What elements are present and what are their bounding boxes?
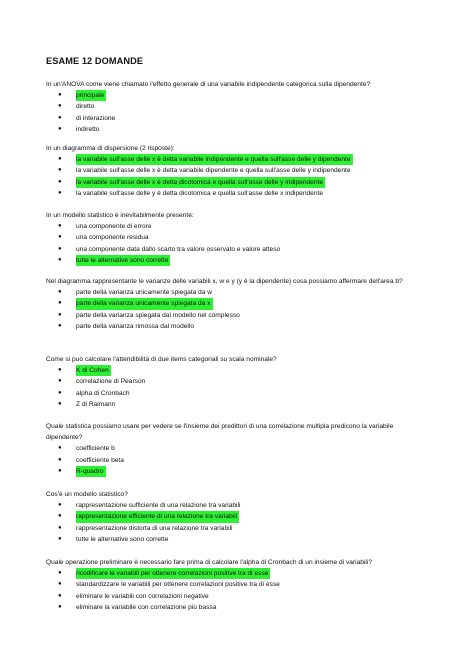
option-text: parte della varianza unicamente spiegata da x <box>76 298 213 309</box>
bullet-icon: ● <box>58 189 62 196</box>
bullet-icon: ● <box>58 103 62 110</box>
options-list <box>46 443 426 477</box>
option-text: la variabile sull'asse delle x è detta dicotomica e quella sull'asse delle y indipendente <box>76 177 325 188</box>
option-text: standardizzare le variabili per ottenere correlazioni positive tra di esse <box>76 581 280 589</box>
question-text: Cos'è un modello statistico? <box>46 491 128 498</box>
option-text: una componente data dallo scarto tra valore osservato e valore atteso <box>76 245 281 253</box>
bullet-icon: ● <box>58 367 62 374</box>
option-text: una componente residua <box>76 234 149 242</box>
question-text: Quale operazione preliminare è necessario fare prima di calcolare l'alpha di Cronbach di un insieme di variabili? <box>46 559 372 566</box>
options-list <box>46 154 464 199</box>
question-text: In un diagramma di dispersione (2 risposte): <box>46 145 175 152</box>
bullet-icon: ● <box>58 156 62 163</box>
question-6 <box>46 421 426 477</box>
option <box>46 388 464 399</box>
option <box>46 591 464 602</box>
options-list <box>46 568 464 613</box>
option-text: diretto <box>76 103 95 111</box>
option-text: R-quadro <box>76 466 106 477</box>
question-5 <box>46 354 464 410</box>
bullet-icon: ● <box>58 378 62 385</box>
option-text: la variabile sull'asse delle x è detta variabile dipendente e quella sull'asse delle y indipendente <box>76 167 351 175</box>
option <box>46 455 426 466</box>
bullet-icon: ● <box>58 245 62 252</box>
bullet-icon: ● <box>58 114 62 121</box>
option-text: rappresentazione sufficiente di una relazione tra variabili <box>76 502 241 510</box>
question-4 <box>46 276 418 332</box>
option <box>46 101 426 112</box>
option <box>46 124 426 135</box>
bullet-icon: ● <box>58 400 62 407</box>
bullet-icon: ● <box>58 592 62 599</box>
option <box>46 534 464 545</box>
bullet-icon: ● <box>58 322 62 329</box>
question-text: Nel diagramma rappresentante le varianze delle variabili x, w e y (y è la dipendente) cosa possiamo affermare dell'area b? <box>46 278 403 285</box>
bullet-icon: ● <box>58 300 62 307</box>
bullet-icon: ● <box>58 535 62 542</box>
option <box>46 232 464 243</box>
option-text: K di Cohen <box>76 365 111 376</box>
options-list <box>46 365 464 410</box>
bullet-icon: ● <box>58 513 62 520</box>
bullet-icon: ● <box>58 581 62 588</box>
options-list <box>46 221 464 266</box>
bullet-icon: ● <box>58 570 62 577</box>
option-text: correlazione di Pearson <box>76 378 146 386</box>
option-text: tutte le alternative sono corrette <box>76 255 170 266</box>
bullet-icon: ● <box>58 125 62 132</box>
options-list <box>46 90 426 135</box>
option-text: parte della varianza spiegata dal modello nel complesso <box>76 311 240 319</box>
option-text: rappresentazione distorta di una relazione tra variabili <box>76 524 233 532</box>
bullet-icon: ● <box>58 445 62 452</box>
option-text: indiretto <box>76 125 100 133</box>
question-text: Come si può calcolare l'attendibilità di due items categoriali su scala nominale? <box>46 356 277 363</box>
option <box>46 602 464 613</box>
bullet-icon: ● <box>58 289 62 296</box>
bullet-icon: ● <box>58 524 62 531</box>
bullet-icon: ● <box>58 234 62 241</box>
option <box>46 287 418 298</box>
bullet-icon: ● <box>58 223 62 230</box>
option <box>46 90 426 101</box>
question-7 <box>46 489 464 545</box>
document-title: ESAME 12 DOMANDE <box>46 56 144 66</box>
option-text: eliminare la variabile con correlazione più bassa <box>76 603 217 611</box>
bullet-icon: ● <box>58 502 62 509</box>
option <box>46 310 418 321</box>
option <box>46 376 464 387</box>
option <box>46 244 464 255</box>
option-text: coefficiente beta <box>76 456 124 464</box>
option <box>46 188 464 199</box>
options-list <box>46 287 418 332</box>
bullet-icon: ● <box>58 311 62 318</box>
option <box>46 579 464 590</box>
option <box>46 365 464 376</box>
option-text: Z di Raimann <box>76 400 116 408</box>
option-text: parte della varianza rimossa dal modello <box>76 322 195 330</box>
bullet-icon: ● <box>58 456 62 463</box>
option <box>46 568 464 579</box>
option-text: coefficiente b <box>76 445 115 453</box>
option-text: alpha di Cronbach <box>76 389 130 397</box>
option-text: tutte le alternative sono corrette <box>76 535 169 543</box>
bullet-icon: ● <box>58 178 62 185</box>
option <box>46 399 464 410</box>
option-text: eliminare le variabili con correlazioni negative <box>76 592 209 600</box>
option <box>46 113 426 124</box>
question-text: In un modello statistico è inevitabilmente presente: <box>46 212 194 219</box>
option <box>46 154 464 165</box>
question-8 <box>46 557 464 613</box>
option <box>46 298 418 309</box>
question-1 <box>46 79 426 135</box>
option-text: parte della varianza unicamente spiegata da w <box>76 289 212 297</box>
bullet-icon: ● <box>58 467 62 474</box>
option <box>46 511 464 522</box>
option <box>46 443 426 454</box>
question-3 <box>46 210 464 266</box>
option-text: principale <box>76 90 106 101</box>
question-2 <box>46 143 464 199</box>
option-text: ricodificare le variabili per ottenere correlazioni positive tra di esse <box>76 568 270 579</box>
option <box>46 523 464 534</box>
question-text: In un'ANOVA come viene chiamato l'effetto generale di una variabile indipendente categorica sulla dipendente? <box>46 81 371 88</box>
option-text: di interazione <box>76 114 116 122</box>
option <box>46 165 464 176</box>
option <box>46 255 464 266</box>
option <box>46 177 464 188</box>
option <box>46 500 464 511</box>
option-text: la variabile sull'asse delle x è detta variabile indipendente e quella sull'asse delle y dipendente <box>76 154 353 165</box>
option-text: la variabile sull'asse delle y è detta dicotomica e quella sull'asse delle x indipendente <box>76 189 324 197</box>
option <box>46 466 426 477</box>
bullet-icon: ● <box>58 256 62 263</box>
option-text: rappresentazione efficiente di una relazione tra variabili <box>76 511 239 522</box>
option-text: una componente di errore <box>76 223 152 231</box>
bullet-icon: ● <box>58 389 62 396</box>
option <box>46 221 464 232</box>
bullet-icon: ● <box>58 603 62 610</box>
bullet-icon: ● <box>58 167 62 174</box>
options-list <box>46 500 464 545</box>
option <box>46 321 418 332</box>
bullet-icon: ● <box>58 92 62 99</box>
question-text: Quale statistica possiamo usare per vedere se l'insieme dei predittori di una correlazione multipla predicono la variabile dipendente? <box>46 423 394 442</box>
